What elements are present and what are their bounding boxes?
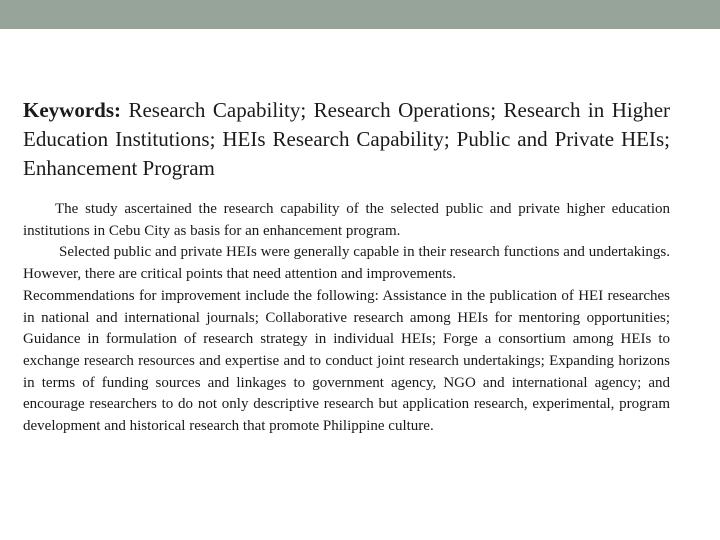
top-accent-bar [0, 0, 720, 29]
abstract-paragraph-purpose: The study ascertained the research capability of the selected public and private higher education institutions in Cebu City as basis for an enhancement program. [23, 201, 670, 239]
abstract-paragraph-recommendations: Recommendations for improvement include the following: Assistance in the publication of HEI researches in national and international journals; Collaborative research among HEIs for mentoring opportunities; Guidance in formulation of research strategy in individual HEIs; Forge a consortium among HEIs to exchange research resources and expertise and to conduct joint research undertakings; Expanding horizons in terms of funding sources and linkages to government agency, NGO and international agency; and encourage researchers to do not only descriptive research but application research, experimental, program development and historical research that promote Philippine culture. [23, 287, 670, 435]
keywords-line [23, 96, 670, 183]
abstract-paragraph-findings: Selected public and private HEIs were generally capable in their research functions and undertakings. However, there are critical points that need attention and improvements. [23, 244, 670, 283]
keywords-label: Keywords: [23, 98, 121, 122]
abstract-body [23, 199, 670, 438]
slide-content [23, 96, 670, 438]
keywords-text: Research Capability; Research Operations; Research in Higher Education Institutions; HEIs Research Capability; Public and Private HEIs; Enhancement Program [23, 98, 671, 180]
